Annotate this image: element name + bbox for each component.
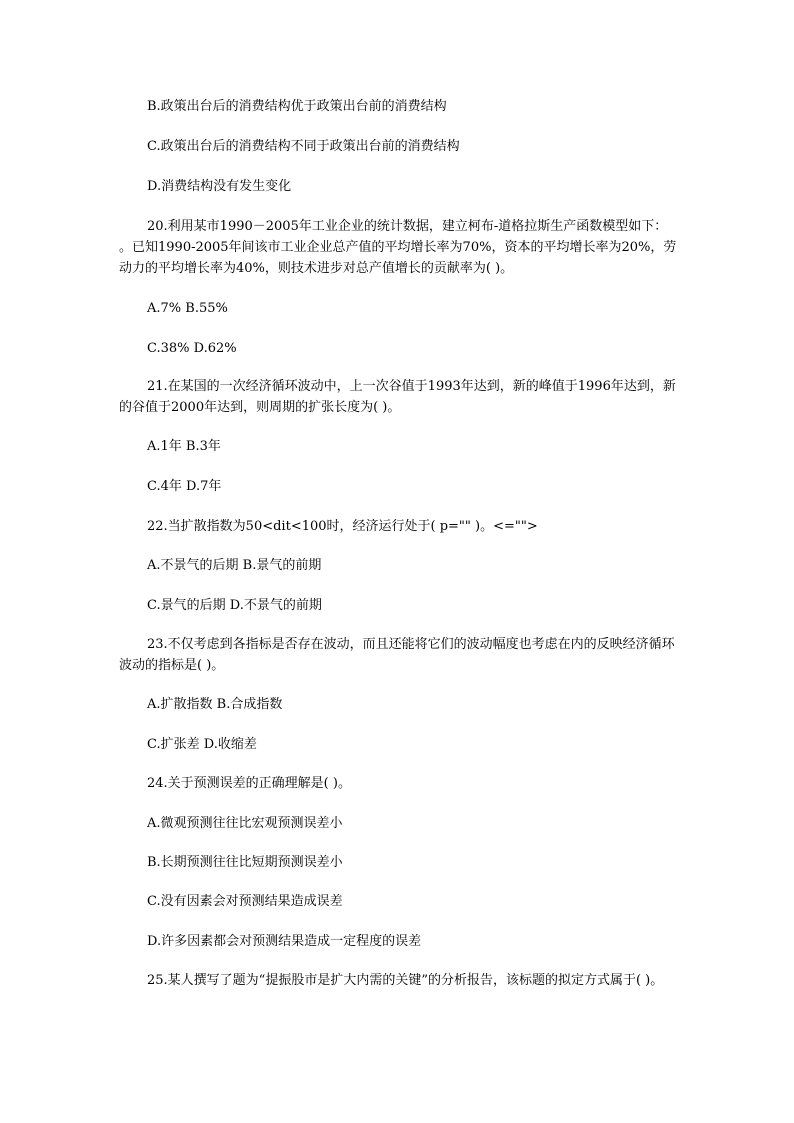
option-24c: C.没有因素会对预测结果造成误差 (147, 894, 343, 909)
option-22ab: A.不景气的后期 B.景气的前期 (147, 558, 322, 573)
option-24a: A.微观预测往往比宏观预测误差小 (147, 816, 343, 831)
option-19b: B.政策出台后的消费结构优于政策出台前的消费结构 (147, 99, 447, 114)
option-21cd: C.4年 D.7年 (147, 479, 222, 494)
option-23cd: C.扩张差 D.收缩差 (147, 737, 257, 752)
option-20cd: C.38% D.62% (147, 341, 237, 356)
option-24b: B.长期预测往往比短期预测误差小 (147, 855, 343, 870)
option-23ab: A.扩散指数 B.合成指数 (147, 697, 283, 712)
option-20ab: A.7% B.55% (147, 301, 228, 316)
question-23: 23.不仅考虑到各指标是否存在波动，而且还能将它们的波动幅度也考虑在内的反映经济循环波动的指标是( )。 (119, 637, 675, 673)
question-25: 25.某人撰写了题为“提振股市是扩大内需的关键”的分析报告，该标题的拟定方式属于( )。 (147, 973, 664, 988)
question-22: 22.当扩散指数为50<dit<100时，经济运行处于( p="" )。<=""> (147, 519, 538, 534)
option-19d: D.消费结构没有发生变化 (147, 179, 292, 194)
option-24d: D.许多因素都会对预测结果造成一定程度的误差 (147, 934, 422, 949)
question-24: 24.关于预测误差的正确理解是( )。 (147, 776, 351, 791)
question-21: 21.在某国的一次经济循环波动中，上一次谷值于1993年达到，新的峰值于1996年达到，新的谷值于2000年达到，则周期的扩张长度为( )。 (119, 379, 676, 415)
option-22cd: C.景气的后期 D.不景气的前期 (147, 598, 322, 613)
question-20: 20.利用某市1990－2005年工业企业的统计数据，建立柯布-道格拉斯生产函数模型如下： 。已知1990-2005年间该市工业企业总产值的平均增长率为70%，资本的平均增长率为20%，劳动力的平均增长率为40%，则技术进步对总产值增长的贡献率为( )。 (119, 219, 677, 276)
option-21ab: A.1年 B.3年 (147, 439, 221, 454)
option-19c: C.政策出台后的消费结构不同于政策出台前的消费结构 (147, 139, 460, 154)
